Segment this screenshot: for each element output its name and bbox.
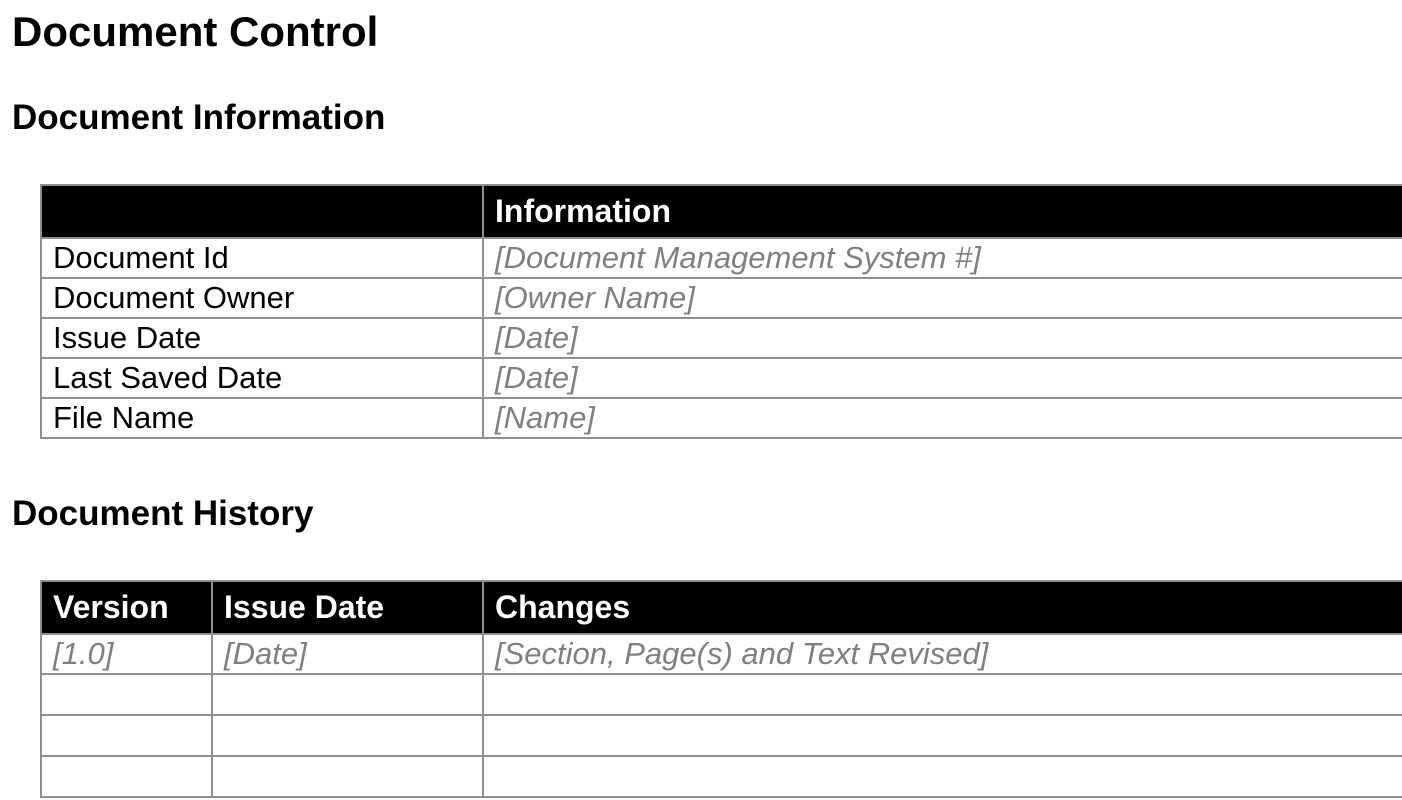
row-label: Document Id [41,238,483,278]
document-history-heading: Document History [12,494,314,533]
version-cell[interactable] [41,715,212,756]
table-row [41,634,1402,674]
row-value[interactable]: [Document Management System #] [483,238,1402,278]
table-header-row [41,581,1402,634]
column-header-changes: Changes [483,581,1402,634]
table-row [41,278,1402,318]
row-label: Document Owner [41,278,483,318]
row-label: File Name [41,398,483,438]
column-header-information: Information [483,185,1402,238]
row-label: Last Saved Date [41,358,483,398]
table-row [41,238,1402,278]
issue-date-cell[interactable] [212,756,483,797]
changes-cell[interactable] [483,715,1402,756]
row-value[interactable]: [Name] [483,398,1402,438]
issue-date-cell[interactable] [212,674,483,715]
issue-date-cell[interactable] [212,715,483,756]
table-row [41,318,1402,358]
changes-cell[interactable]: [Section, Page(s) and Text Revised] [483,634,1402,674]
page-title: Document Control [12,8,379,55]
column-header-label [41,185,483,238]
document-information-table [40,184,1402,439]
table-row [41,715,1402,756]
version-cell[interactable] [41,674,212,715]
document-history-table [40,580,1402,798]
row-value[interactable]: [Date] [483,318,1402,358]
version-cell[interactable] [41,756,212,797]
document-information-heading: Document Information [12,98,386,137]
row-label: Issue Date [41,318,483,358]
changes-cell[interactable] [483,756,1402,797]
column-header-issue-date: Issue Date [212,581,483,634]
issue-date-cell[interactable]: [Date] [212,634,483,674]
column-header-version: Version [41,581,212,634]
version-cell[interactable]: [1.0] [41,634,212,674]
table-header-row [41,185,1402,238]
table-row [41,358,1402,398]
table-row [41,674,1402,715]
table-row [41,398,1402,438]
table-row [41,756,1402,797]
row-value[interactable]: [Owner Name] [483,278,1402,318]
row-value[interactable]: [Date] [483,358,1402,398]
changes-cell[interactable] [483,674,1402,715]
